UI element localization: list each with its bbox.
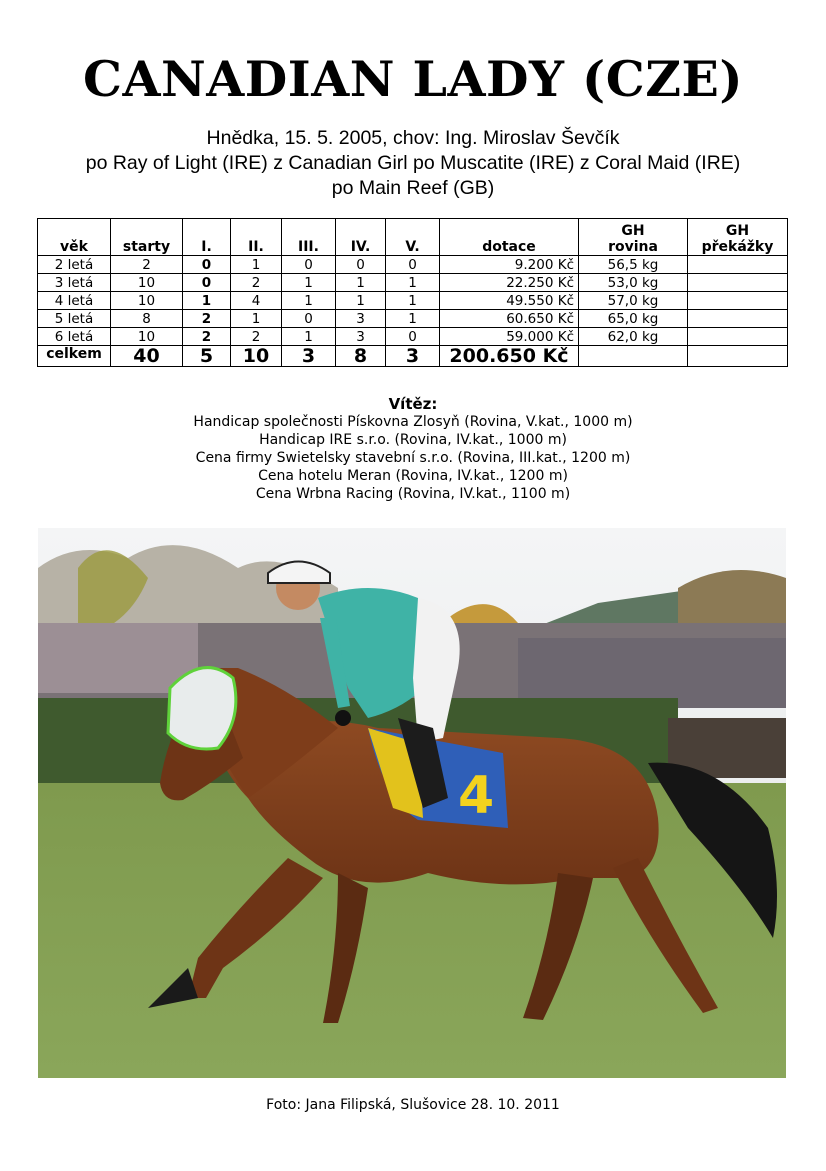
total-second: 10 bbox=[231, 346, 282, 367]
total-first: 5 bbox=[183, 346, 231, 367]
table-row: 5 letá 8 2 1 0 3 1 60.650 Kč 65,0 kg bbox=[38, 310, 788, 328]
wins-list bbox=[0, 413, 826, 503]
header-starts: starty bbox=[111, 219, 183, 256]
pedigree-line-2: po Main Reef (GB) bbox=[331, 177, 495, 199]
win-item: Handicap IRE s.r.o. (Rovina, IV.kat., 1000 m) bbox=[259, 432, 567, 448]
photo-caption: Foto: Jana Filipská, Slušovice 28. 10. 2011 bbox=[266, 1097, 560, 1113]
table-row: 6 letá 10 2 2 1 3 0 59.000 Kč 62,0 kg bbox=[38, 328, 788, 346]
table-total-row bbox=[38, 346, 788, 367]
horse-and-jockey-illustration bbox=[38, 528, 786, 1078]
win-item: Cena firmy Swietelsky stavební s.r.o. (Rovina, III.kat., 1200 m) bbox=[195, 450, 631, 466]
saddle-number: 4 bbox=[458, 766, 495, 826]
total-gh-jump bbox=[688, 346, 788, 367]
total-starts: 40 bbox=[111, 346, 183, 367]
win-item: Cena Wrbna Racing (Rovina, IV.kat., 1100 m) bbox=[255, 486, 571, 502]
total-third: 3 bbox=[282, 346, 336, 367]
header-gh-flat: GH rovina bbox=[579, 219, 688, 256]
header-first: I. bbox=[183, 219, 231, 256]
table-row: 2 letá 2 0 1 0 0 0 9.200 Kč 56,5 kg bbox=[38, 256, 788, 274]
winner-heading: Vítěz: bbox=[388, 395, 438, 413]
header-third: III. bbox=[282, 219, 336, 256]
header-age: věk bbox=[38, 219, 111, 256]
total-prize: 200.650 Kč bbox=[440, 346, 579, 367]
total-gh-flat bbox=[579, 346, 688, 367]
horse-name-title: CANADIAN LADY (CZE) bbox=[82, 50, 744, 108]
table-header-row bbox=[38, 219, 788, 256]
total-fourth: 8 bbox=[336, 346, 386, 367]
career-stats-table bbox=[37, 218, 788, 367]
horse-details: Hnědka, 15. 5. 2005, chov: Ing. Miroslav Ševčík bbox=[206, 127, 620, 149]
header-gh-jump: GH překážky bbox=[688, 219, 788, 256]
pedigree-line: po Ray of Light (IRE) z Canadian Girl po Muscatite (IRE) z Coral Maid (IRE) bbox=[85, 152, 741, 174]
header-fifth: V. bbox=[386, 219, 440, 256]
header-fourth: IV. bbox=[336, 219, 386, 256]
win-item: Cena hotelu Meran (Rovina, IV.kat., 1200 m) bbox=[258, 468, 568, 484]
header-prize: dotace bbox=[440, 219, 579, 256]
header-second: II. bbox=[231, 219, 282, 256]
race-photo bbox=[38, 528, 786, 1078]
win-item: Handicap společnosti Pískovna Zlosyň (Rovina, V.kat., 1000 m) bbox=[193, 414, 633, 430]
table-row: 4 letá 10 1 4 1 1 1 49.550 Kč 57,0 kg bbox=[38, 292, 788, 310]
total-label: celkem bbox=[38, 346, 111, 367]
table-row: 3 letá 10 0 2 1 1 1 22.250 Kč 53,0 kg bbox=[38, 274, 788, 292]
total-fifth: 3 bbox=[386, 346, 440, 367]
